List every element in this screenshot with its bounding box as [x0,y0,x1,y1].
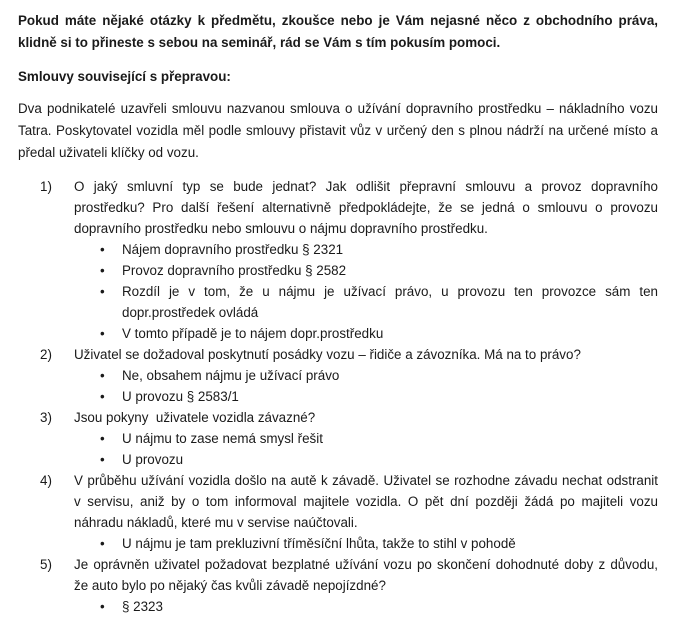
bullet-icon: • [100,431,105,446]
bullet-icon: • [100,368,105,383]
document-page [18,10,658,617]
question-text: O jaký smluvní typ se bude jednat? Jak odlišit přepravní smlouvu a provoz dopravního prostředku? Pro další řešení alternativně předpokládejte, že se jedná o smlouvu o provozu dopravního prostředku nebo smlouvu o nájmu dopravního prostředku. [74,179,658,236]
bullet-icon: • [100,326,105,341]
question-item [18,470,658,554]
question-item [18,554,658,617]
answer-text: Provoz dopravního prostředku § 2582 [122,263,347,278]
question-text: Jsou pokyny uživatele vozidla závazné? [74,410,316,425]
question-number: 2) [40,347,52,362]
answer-text: U provozu § 2583/1 [122,389,239,404]
answer-text: § 2323 [122,599,163,614]
bullet-icon: • [100,263,105,278]
answer-item [74,239,658,260]
answer-item [74,365,658,386]
answer-item [74,449,658,470]
answer-text: U nájmu je tam prekluzivní tříměsíční lhůta, takže to stihl v pohodě [122,536,516,551]
answer-list [74,533,658,554]
answer-item [74,281,658,323]
question-number: 5) [40,557,52,572]
question-number: 1) [40,179,52,194]
answer-list [74,596,658,617]
question-text: Uživatel se dožadoval poskytnutí posádky vozu – řidiče a závozníka. Má na to právo? [74,347,581,362]
question-number: 3) [40,410,52,425]
answer-list [74,428,658,470]
intro-paragraph: Pokud máte nějaké otázky k předmětu, zkoušce nebo je Vám nejasné něco z obchodního práva, klidně si to přineste s sebou na seminář, rád se Vám s tím pokusím pomoci. [18,13,658,50]
answer-item [74,260,658,281]
answer-list [74,365,658,407]
bullet-icon: • [100,389,105,404]
answer-item [74,596,658,617]
answer-text: Nájem dopravního prostředku § 2321 [122,242,344,257]
question-item [18,344,658,407]
answer-item [74,386,658,407]
question-list [18,176,658,617]
answer-text: U provozu [122,452,184,467]
question-number: 4) [40,473,52,488]
bullet-icon: • [100,452,105,467]
answer-list [74,239,658,344]
answer-text: V tomto případě je to nájem dopr.prostředku [122,326,384,341]
answer-text: U nájmu to zase nemá smysl řešit [122,431,323,446]
answer-item [74,533,658,554]
question-text: Je oprávněn uživatel požadovat bezplatné užívání vozu po skončení dohodnuté doby z důvodu, že auto bylo po nějaký čas kvůli závadě nepojízdné? [74,557,658,593]
answer-text: Ne, obsahem nájmu je užívací právo [122,368,340,383]
answer-text: Rozdíl je v tom, že u nájmu je užívací právo, u provozu ten provozce sám ten dopr.prostředek ovládá [122,284,658,320]
section-heading: Smlouvy související s přepravou: [18,69,231,84]
question-item [18,176,658,344]
question-text: V průběhu užívání vozidla došlo na autě k závadě. Uživatel se rozhodne závadu nechat odstranit v servisu, aniž by o tom informoval majitele vozidla. O pět dní později žádá po majiteli vozu náhradu nákladů, které mu v servise naúčtovali. [74,473,658,530]
case-paragraph: Dva podnikatelé uzavřeli smlouvu nazvanou smlouva o užívání dopravního prostředku – nákladního vozu Tatra. Poskytovatel vozidla měl podle smlouvy přistavit vůz v určený den s plnou nádrží na určené místo a předal uživateli klíčky od vozu. [18,101,658,160]
answer-item [74,323,658,344]
question-item [18,407,658,470]
answer-item [74,428,658,449]
bullet-icon: • [100,284,105,299]
bullet-icon: • [100,599,105,614]
bullet-icon: • [100,536,105,551]
bullet-icon: • [100,242,105,257]
